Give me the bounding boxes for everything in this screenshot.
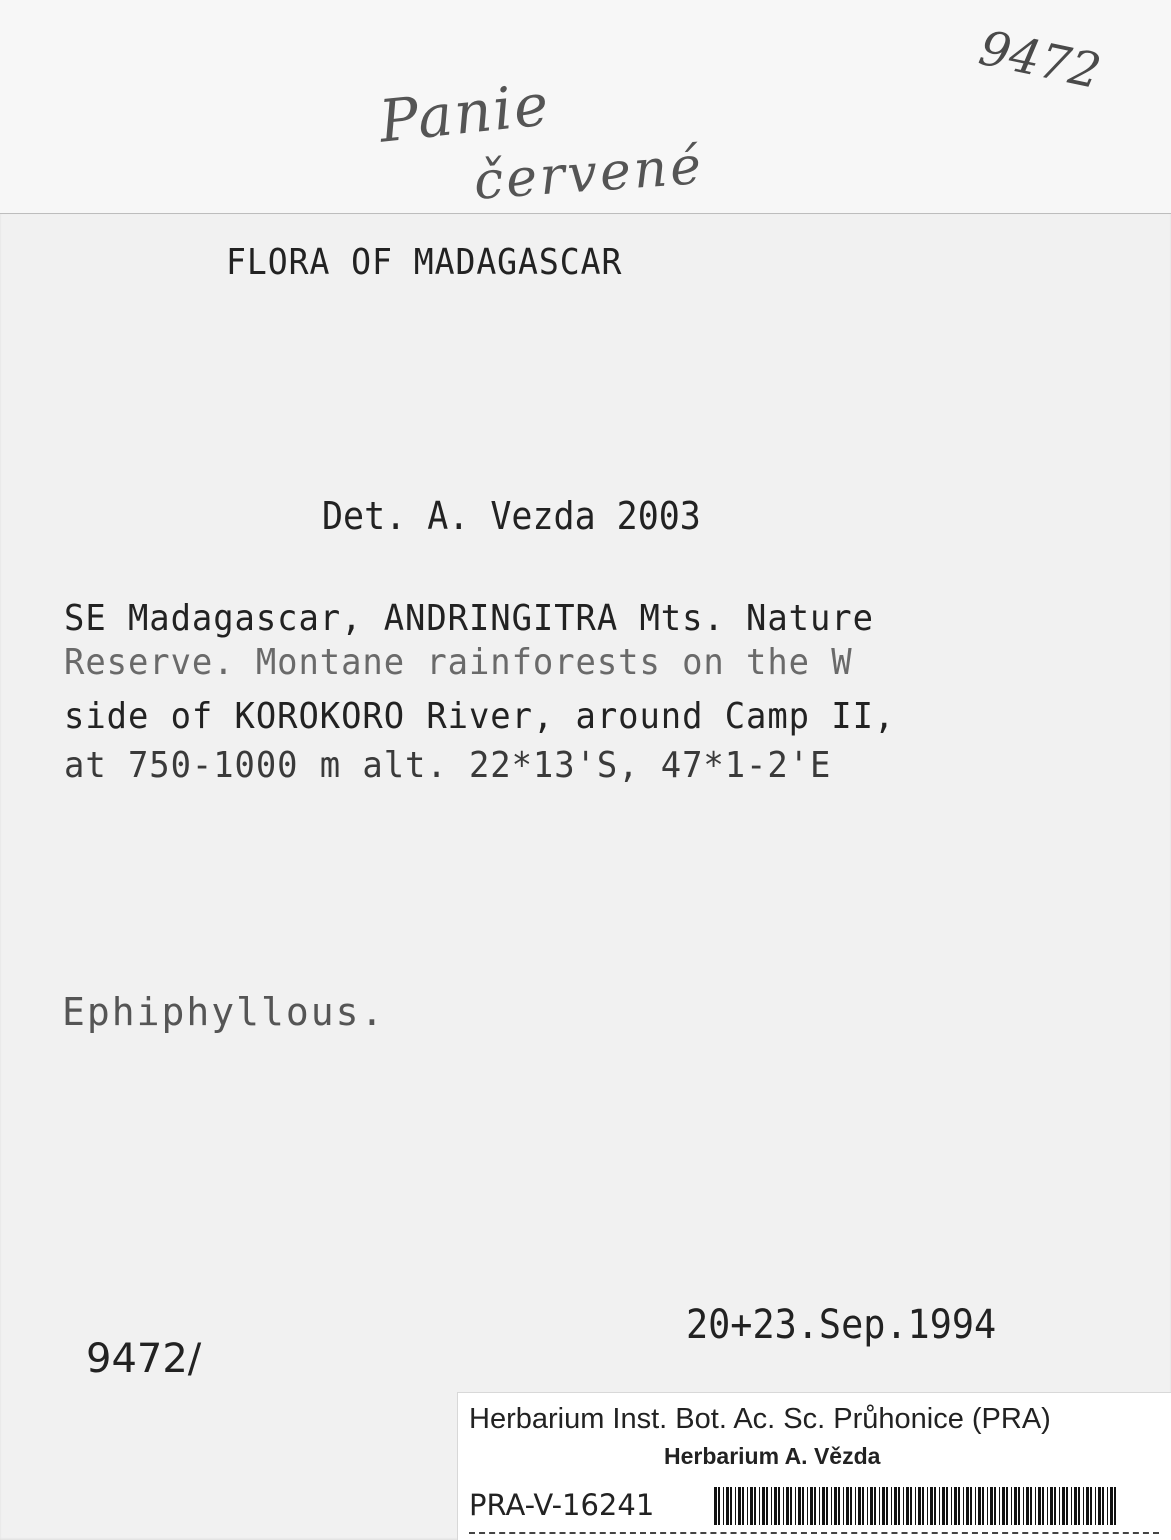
label-heading: FLORA OF MADAGASCAR xyxy=(226,242,623,283)
determination-line: Det. A. Vezda 2003 xyxy=(322,494,701,538)
collection-name: Herbarium A. Vězda xyxy=(664,1443,881,1469)
locality-line: Reserve. Montane rainforests on the W xyxy=(64,642,853,683)
handwritten-note-line1: Panie xyxy=(376,70,554,156)
barcode-icon xyxy=(714,1487,1122,1525)
handwritten-note-line2: červené xyxy=(472,135,706,212)
locality-line: at 750-1000 m alt. 22*13'S, 47*1-2'E xyxy=(64,745,832,786)
collection-date: 20+23.Sep.1994 xyxy=(686,1302,997,1348)
locality-line: side of KOROKORO River, around Camp II, xyxy=(64,696,896,737)
institution-name: Herbarium Inst. Bot. Ac. Sc. Průhonice (PRA) xyxy=(469,1403,1051,1435)
handwritten-number: 9472 xyxy=(974,20,1106,101)
specimen-id: PRA-V-16241 xyxy=(469,1488,655,1522)
ecology-note: Ephiphyllous. xyxy=(62,990,386,1034)
accession-number: 9472/ xyxy=(86,1336,202,1382)
herbarium-stamp xyxy=(457,1392,1171,1540)
dashed-divider xyxy=(469,1532,1159,1534)
locality-line: SE Madagascar, ANDRINGITRA Mts. Nature xyxy=(64,598,874,639)
